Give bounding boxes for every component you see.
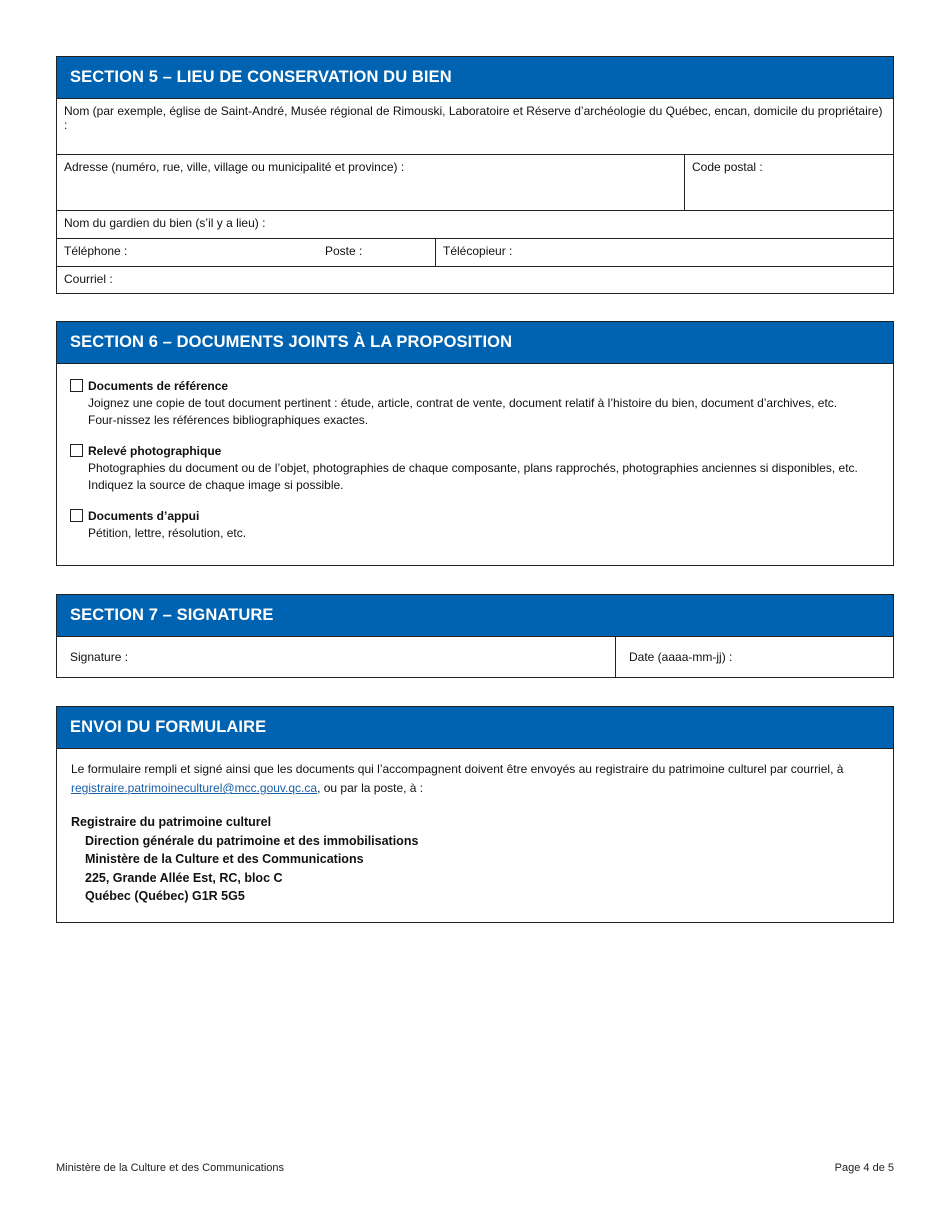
telephone-label: Téléphone : [64,244,128,258]
adresse-field[interactable] [57,155,685,210]
envoi-paragraph [71,760,879,798]
telecopieur-label: Télécopieur : [443,244,513,258]
nom-field[interactable] [57,99,893,154]
postal-address [71,813,879,906]
list-item [57,378,869,429]
section-6 [56,321,894,566]
checkbox-title: Documents d’appui [88,509,200,523]
email-link[interactable]: registraire.patrimoineculturel@mcc.gouv.qc.ca [71,781,318,795]
envoi-text-after: , ou par la poste, à : [317,781,424,795]
checkbox-description: Joignez une copie de tout document pertinent : étude, article, contrat de vente, document relatif à l’histoire du bien, document d’archives, etc. Four-nissez les références bibliographiques exactes. [88,396,838,427]
section-5-header: SECTION 5 – LIEU DE CONSERVATION DU BIEN [57,57,893,99]
code-postal-label: Code postal : [692,160,763,174]
footer-page-number: Page 4 de 5 [834,1162,894,1174]
courriel-label: Courriel : [64,272,113,286]
address-line: Registraire du patrimoine culturel [71,815,272,829]
documents-reference-checkbox[interactable] [70,379,83,392]
section-6-header: SECTION 6 – DOCUMENTS JOINTS À LA PROPOSITION [57,322,893,364]
nom-row [57,99,893,155]
courriel-field[interactable] [57,267,893,295]
address-line: Québec (Québec) G1R 5G5 [85,889,245,903]
address-line: 225, Grande Allée Est, RC, bloc C [85,870,283,885]
gardien-row [57,211,893,239]
footer-ministry: Ministère de la Culture et des Communications [56,1162,285,1174]
documents-appui-checkbox[interactable] [70,509,83,522]
checkbox-description: Photographies du document ou de l’objet, photographies de chaque composante, plans rapprochés, photographies anciennes si disponibles, etc. Indiquez la source de chaque image si possible. [88,461,858,492]
list-item [57,443,869,494]
gardien-label: Nom du gardien du bien (s’il y a lieu) : [64,216,266,230]
section-7-header: SECTION 7 – SIGNATURE [57,595,893,637]
date-label: Date (aaaa-mm-jj) : [629,650,733,664]
telephone-row [57,239,893,267]
envoi-section [56,706,894,923]
envoi-header: ENVOI DU FORMULAIRE [57,707,893,749]
checkbox-title: Relevé photographique [88,444,222,458]
gardien-field[interactable] [57,211,893,238]
envoi-body [57,749,893,906]
signature-row [57,637,893,678]
nom-label: Nom (par exemple, église de Saint-André, Musée régional de Rimouski, Laboratoire et Réserve d’archéologie du Québec, encan, domicile du propriétaire) : [64,104,883,132]
adresse-row [57,155,893,211]
checkbox-description: Pétition, lettre, résolution, etc. [88,526,247,540]
list-item [57,508,869,542]
address-line: Ministère de la Culture et des Communications [85,852,364,866]
poste-label: Poste : [325,244,363,258]
poste-field[interactable] [318,239,436,266]
signature-label: Signature : [70,650,129,664]
checkbox-title: Documents de référence [88,379,229,393]
documents-list [57,364,893,542]
section-5 [56,56,894,294]
telecopieur-field[interactable] [436,239,893,266]
code-postal-field[interactable] [685,155,893,210]
envoi-text-before: Le formulaire rempli et signé ainsi que les documents qui l’accompagnent doivent être envoyés au registraire du patrimoine culturel par courriel, à [71,762,844,776]
signature-field[interactable] [57,637,616,678]
address-line: Direction générale du patrimoine et des immobilisations [85,833,419,848]
telephone-field[interactable] [57,239,318,266]
adresse-label: Adresse (numéro, rue, ville, village ou municipalité et province) : [64,160,405,174]
date-field[interactable] [616,637,893,678]
releve-photographique-checkbox[interactable] [70,444,83,457]
section-7 [56,594,894,678]
courriel-row [57,267,893,295]
